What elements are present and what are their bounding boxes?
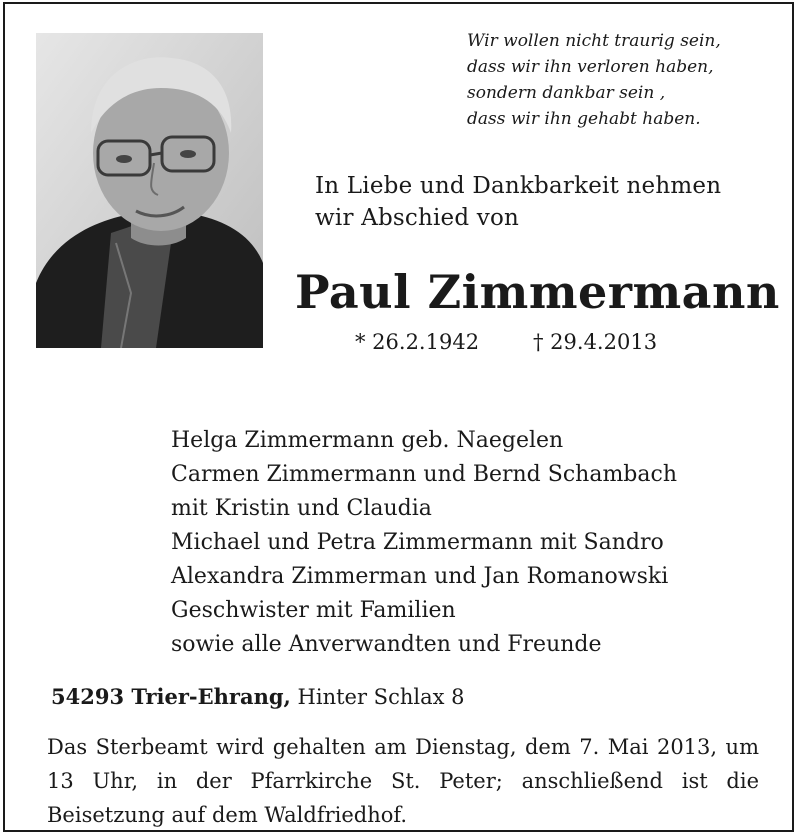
address-street: Hinter Schlax 8 <box>297 685 465 709</box>
mourner-line: Carmen Zimmermann und Bernd Schambach <box>171 462 677 487</box>
address-city: 54293 Trier-Ehrang, <box>51 684 291 709</box>
family-address <box>51 684 464 709</box>
intro-line: wir Abschied von <box>315 205 520 231</box>
funeral-service-info: Das Sterbeamt wird gehalten am Dienstag, dem 7. Mai 2013, um 13 Uhr, in der Pfarrkirche St. Peter; anschließend ist die Beisetzung auf dem Waldfriedhof. <box>47 735 759 827</box>
poem-line: dass wir ihn gehabt haben. <box>467 109 701 129</box>
portrait-image <box>36 33 263 348</box>
intro-line: In Liebe und Dankbarkeit nehmen <box>315 173 722 199</box>
mourner-line: mit Kristin und Claudia <box>171 496 432 521</box>
mourner-line: Michael und Petra Zimmermann mit Sandro <box>171 530 664 555</box>
death-date: † 29.4.2013 <box>533 330 658 354</box>
poem-line: Wir wollen nicht traurig sein, <box>467 31 721 51</box>
deceased-name: Paul Zimmermann <box>295 265 780 319</box>
obituary-notice <box>3 2 794 832</box>
mourner-line: Geschwister mit Familien <box>171 598 456 623</box>
mourner-line: Alexandra Zimmerman und Jan Romanowski <box>171 564 669 589</box>
mourner-line: sowie alle Anverwandten und Freunde <box>171 632 602 657</box>
birth-date: * 26.2.1942 <box>355 330 480 354</box>
portrait-photo <box>36 33 263 348</box>
mourners-list <box>171 424 677 662</box>
mourner-line: Helga Zimmermann geb. Naegelen <box>171 428 564 453</box>
memorial-poem <box>467 28 721 132</box>
intro-text <box>315 170 721 234</box>
poem-line: dass wir ihn verloren haben, <box>467 57 714 77</box>
poem-line: sondern dankbar sein , <box>467 83 666 103</box>
